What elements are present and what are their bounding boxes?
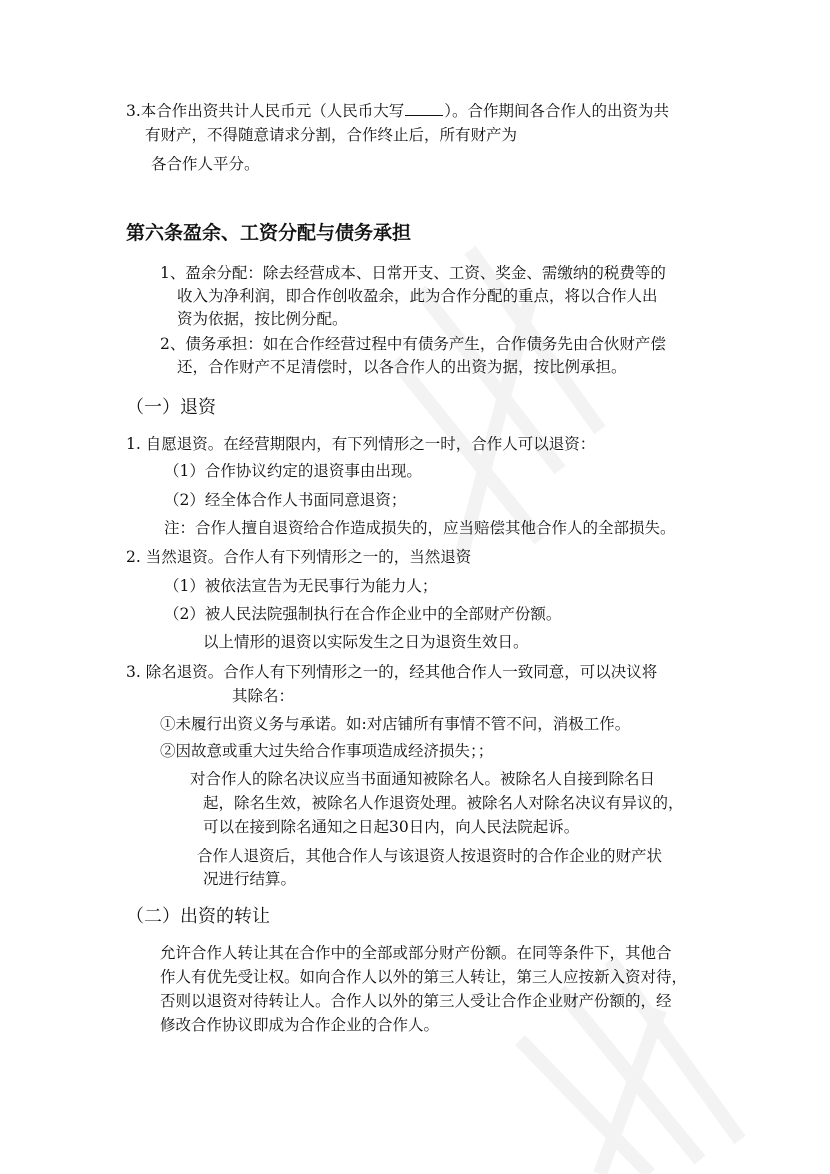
expulsion-case-1: ①未履行出资义务与承诺。如:对店铺所有事情不管不问，消极工作。: [160, 715, 631, 733]
automatic-head: 2. 当然退资。合作人有下列情形之一的，当然退资: [126, 548, 472, 566]
voluntary-head: 1. 自愿退资。在经营期限内，有下列情形之一时，合作人可以退资：: [126, 435, 596, 453]
automatic-note: 以上情形的退资以实际发生之日为退资生效日。: [203, 633, 529, 651]
expulsion-para1-line2: 起，除名生效，被除名人作退资处理。被除名人对除名决议有异议的，: [203, 794, 684, 812]
expulsion-head-line1: 3. 除名退资。合作人有下列情形之一的，经其他合作人一致同意，可以决议将: [126, 663, 658, 681]
expulsion-para2-line2: 况进行结算。: [203, 870, 297, 888]
article6-item2-line1: 2、债务承担：如在合作经营过程中有债务产生，合作债务先由合伙财产偿: [160, 335, 666, 353]
transfer-line3: 否则以退资对待转让人。合作人以外的第三人受让合作企业财产份额的，经: [160, 992, 672, 1010]
transfer-line2: 作人有优先受让权。如向合作人以外的第三人转让，第三人应按新入资对待，: [160, 968, 688, 986]
article6-item1-line1: 1、盈余分配：除去经营成本、日常开支、工资、奖金、需缴纳的税费等的: [160, 264, 666, 282]
automatic-case-1: （1）被依法宣告为无民事行为能力人；: [164, 577, 438, 595]
voluntary-case-1: （1）合作协议约定的退资事由出现。: [164, 462, 422, 480]
article6-item1-line2: 收入为净利润，即合作创收盈余，此为合作分配的重点，将以合作人出: [177, 287, 658, 305]
article6-item1-line3: 资为依据，按比例分配。: [177, 310, 348, 328]
automatic-case-2: （2）被人民法院强制执行在合作企业中的全部财产份额。: [164, 605, 562, 623]
expulsion-para1-line3: 可以在接到除名通知之日起30日内，向人民法院起诉。: [203, 818, 580, 836]
amount-blank: [405, 101, 443, 116]
section3-line2: 有财产，不得随意请求分割，合作终止后，所有财产为: [145, 126, 518, 144]
expulsion-head-line2: 其除名：: [232, 687, 295, 705]
expulsion-para2-line1: 合作人退资后，其他合作人与该退资人按退资时的合作企业的财产状: [197, 847, 663, 865]
expulsion-para1-line1: 对合作人的除名决议应当书面通知被除名人。被除名人自接到除名日: [190, 770, 656, 788]
section3-line1: [126, 100, 669, 122]
section3-line1-part-a: 3.本合作出资共计人民币元（人民币大写: [126, 102, 405, 120]
voluntary-note: 注：合作人擅自退资给合作造成损失的，应当赔偿其他合作人的全部损失。: [164, 519, 676, 537]
article6-title: 第六条盈余、工资分配与债务承担: [126, 222, 412, 244]
transfer-line4: 修改合作协议即成为合作企业的合作人。: [160, 1016, 440, 1034]
article6-item2-line2: 还，合作财产不足清偿时，以各合作人的出资为据，按比例承担。: [177, 358, 627, 376]
transfer-title: （二）出资的转让: [126, 906, 270, 927]
withdrawal-title: （一）退资: [126, 397, 216, 418]
section3-line1-part-b: ）。合作期间各合作人的出资为共: [444, 102, 670, 120]
voluntary-case-2: （2）经全体合作人书面同意退资；: [164, 491, 407, 509]
transfer-line1: 允许合作人转让其在合作中的全部或部分财产份额。在同等条件下，其他合: [160, 944, 672, 962]
expulsion-case-2: ②因故意或重大过失给合作事项造成经济损失；；: [160, 742, 494, 760]
section3-line3: 各合作人平分。: [151, 155, 260, 173]
